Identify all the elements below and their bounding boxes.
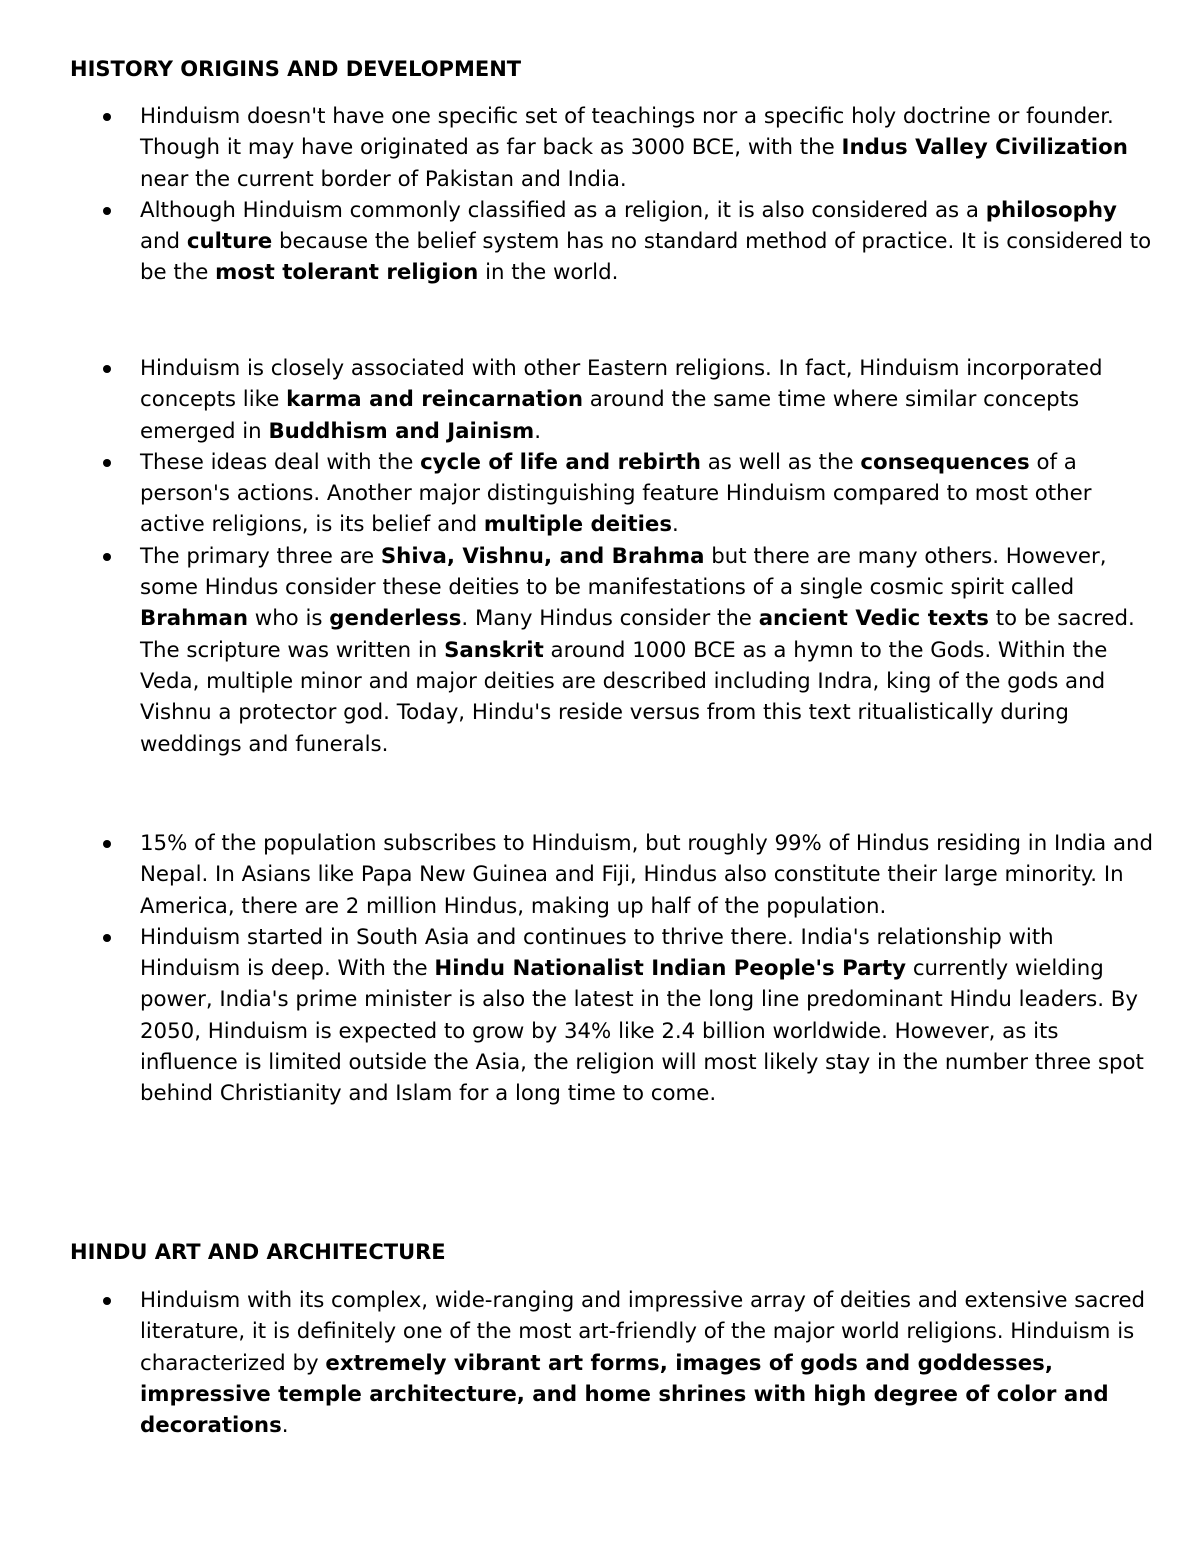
body-text: around 1000 BCE as a hymn to the Gods. Within the Veda, multiple minor and major deities are described including Indra, king of the gods and Vishnu a protector god. Today, Hindu's reside versus from this text ritualistically during weddings and funerals. — [140, 637, 1108, 757]
bullet-item — [0, 195, 1200, 289]
bullet-item — [0, 353, 1200, 447]
body-text: . — [534, 418, 541, 444]
body-text: Hinduism started in South Asia and continues to thrive there. India's relationship with Hinduism is deep. With the — [140, 924, 1054, 982]
section-heading-history: HISTORY ORIGINS AND DEVELOPMENT — [70, 57, 522, 81]
bold-text: Brahman — [140, 606, 248, 632]
body-text: . — [281, 1413, 289, 1439]
bullet-dot-icon — [103, 365, 111, 373]
body-text: as well as the — [700, 449, 861, 475]
bold-text: extremely vibrant art forms, images of gods and goddesses, impressive temple architecture, and home shrines with high degree of color and decorations — [140, 1350, 1109, 1439]
bold-text: ancient Vedic texts — [758, 606, 989, 632]
body-text: to be sacred. The scripture was written in — [140, 606, 1135, 663]
bullet-dot-icon — [103, 459, 111, 467]
bold-text: cycle of life and rebirth — [420, 449, 701, 475]
body-text: Although Hinduism commonly classified as a religion, it is also considered as a — [140, 197, 986, 223]
bullet-item — [0, 101, 1200, 195]
bullet-dot-icon — [103, 553, 111, 561]
bold-text: Shiva, Vishnu, and Brahma — [380, 543, 705, 569]
body-text: currently wielding power, India's prime minister is also the latest in the long line predominant Hindu leaders. By 2050, Hinduism is expected to grow by 34% like 2.4 billion worldwide. However, as its influence is limited outside the Asia, the religion will most likely stay in the number three spot behind Christianity and Islam for a long time to come. — [140, 956, 1144, 1107]
body-text: Hinduism is closely associated with other Eastern religions. In fact, Hinduism incorporated concepts like — [140, 356, 1103, 413]
body-text: of a person's actions. Another major distinguishing feature Hinduism compared to most other active religions, is its belief and — [140, 449, 1092, 538]
bullet-item — [0, 922, 1200, 1110]
body-text: The primary three are — [140, 543, 381, 569]
body-text: but there are many others. However, some Hindus consider these deities to be manifestations of a single cosmic spirit called — [140, 543, 1107, 601]
bullet-dot-icon — [103, 1297, 111, 1305]
bold-text: Buddhism and Jainism — [268, 418, 535, 444]
body-text: because the belief system has no standard method of practice. It is considered to be the — [140, 229, 1152, 286]
bullet-dot-icon — [103, 934, 111, 942]
body-text: . Many Hindus consider the — [461, 606, 759, 632]
body-text: Hinduism with its complex, wide-ranging and impressive array of deities and extensive sacred literature, it is definitely one of the most art-friendly of the major world religions. Hinduism is characterized by — [140, 1288, 1146, 1376]
body-text: around the same time where similar concepts emerged in — [140, 387, 1080, 444]
body-text: near the current border of Pakistan and India. — [140, 166, 627, 192]
bullet-item — [0, 447, 1200, 541]
bullet-item — [0, 541, 1200, 760]
bullet-list — [0, 828, 1200, 1110]
bold-text: Indus Valley Civilization — [841, 135, 1128, 161]
body-text: These ideas deal with the — [140, 449, 421, 475]
body-text: and — [140, 229, 187, 255]
bold-text: multiple deities — [483, 512, 673, 538]
section-heading-art: HINDU ART AND ARCHITECTURE — [70, 1240, 446, 1264]
bullet-item — [0, 1285, 1200, 1441]
bullet-item — [0, 828, 1200, 922]
bold-text: Hindu Nationalist Indian People's Party — [434, 956, 907, 982]
body-text: Hinduism doesn't have one specific set of teachings nor a specific holy doctrine or founder. Though it may have originated as far back as 3000 BCE, with the — [140, 104, 1114, 161]
bullet-dot-icon — [103, 840, 111, 848]
bold-text: karma and reincarnation — [286, 387, 583, 413]
bullet-list — [0, 1285, 1200, 1441]
bold-text: culture — [186, 229, 273, 255]
bold-text: genderless — [329, 606, 462, 632]
bold-text: philosophy — [985, 197, 1117, 223]
bullet-dot-icon — [103, 113, 111, 121]
body-text: 15% of the population subscribes to Hinduism, but roughly 99% of Hindus residing in India and Nepal. In Asians like Papa New Guinea and Fiji, Hindus also constitute their large minority. In America, there are 2 million Hindus, making up half of the population. — [140, 831, 1154, 919]
bold-text: consequences — [860, 449, 1030, 475]
bullet-list — [0, 101, 1200, 289]
bold-text: most tolerant religion — [215, 260, 479, 286]
body-text: . — [672, 512, 679, 538]
bullet-dot-icon — [103, 207, 111, 215]
body-text: who is — [248, 606, 330, 632]
body-text: in the world. — [478, 260, 619, 286]
bullet-list — [0, 353, 1200, 760]
bold-text: Sanskrit — [444, 637, 544, 663]
